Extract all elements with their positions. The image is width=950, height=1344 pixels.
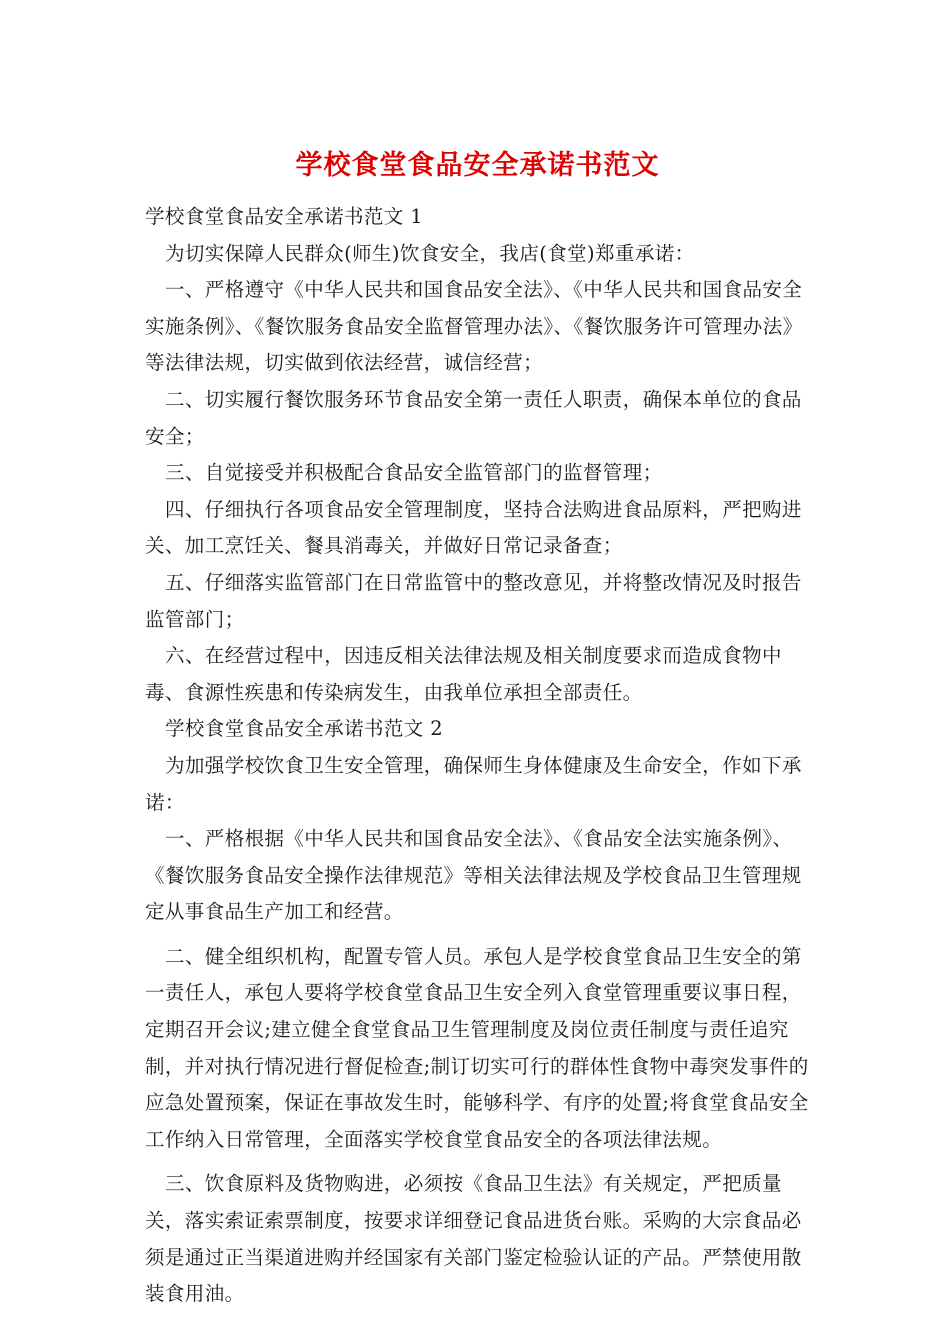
paragraph-item: 三、饮食原料及货物购进，必须按《食品卫生法》有关规定，严把质量关，落实索证索票制度，按要求详细登记食品进货台账。采购的大宗食品必须是通过正当渠道进购并经国家有关部门鉴定检验认证的产品。严禁使用散装食用油。: [145, 1172, 802, 1306]
paragraph-item: 一、严格遵守《中华人民共和国食品安全法》、《中华人民共和国食品安全实施条例》、《餐饮服务食品安全监督管理办法》、《餐饮服务许可管理办法》等法律法规，切实做到依法经营，诚信经营；: [145, 278, 803, 375]
paragraph-item: 五、仔细落实监管部门在日常监管中的整改意见，并将整改情况及时报告监管部门；: [145, 570, 802, 631]
document-body: [145, 199, 810, 1313]
paragraph-intro-1: 为切实保障人民群众(师生)饮食安全，我店(食堂)郑重承诺：: [165, 241, 695, 265]
paragraph-item: 三、自觉接受并积极配合食品安全监管部门的监督管理；: [165, 461, 663, 485]
section-heading-2: 学校食堂食品安全承诺书范文 2: [165, 717, 444, 741]
paragraph-item: 四、仔细执行各项食品安全管理制度，坚持合法购进食品原料，严把购进关、加工烹饪关、餐具消毒关，并做好日常记录备查；: [145, 497, 802, 558]
paragraph-item: 二、健全组织机构，配置专管人员。承包人是学校食堂食品卫生安全的第一责任人，承包人要将学校食堂食品卫生安全列入食堂管理重要议事日程，定期召开会议;建立健全食堂食品卫生管理制度及岗位责任制度与责任追究制，并对执行情况进行督促检查;制订切实可行的群体性食物中毒突发事件的应急处置预案，保证在事故发生时，能够科学、有序的处置;将食堂食品安全工作纳入日常管理，全面落实学校食堂食品安全的各项法律法规。: [145, 944, 809, 1151]
paragraph-item: 六、在经营过程中，因违反相关法律法规及相关制度要求而造成食物中毒、食源性疾患和传染病发生，由我单位承担全部责任。: [145, 644, 782, 704]
paragraph-item: 一、严格根据《中华人民共和国食品安全法》、《食品安全法实施条例》、《餐饮服务食品安全操作法律规范》等相关法律法规及学校食品卫生管理规定从事食品生产加工和经营。: [145, 827, 802, 924]
section-heading-1: 学校食堂食品安全承诺书范文 1: [145, 205, 424, 228]
paragraph-item: 二、切实履行餐饮服务环节食品安全第一责任人职责，确保本单位的食品安全；: [145, 387, 802, 448]
paragraph-intro-2: 为加强学校饮食卫生安全管理，确保师生身体健康及生命安全，作如下承诺：: [145, 753, 802, 814]
document-title: 学校食堂食品安全承诺书范文: [295, 150, 660, 181]
